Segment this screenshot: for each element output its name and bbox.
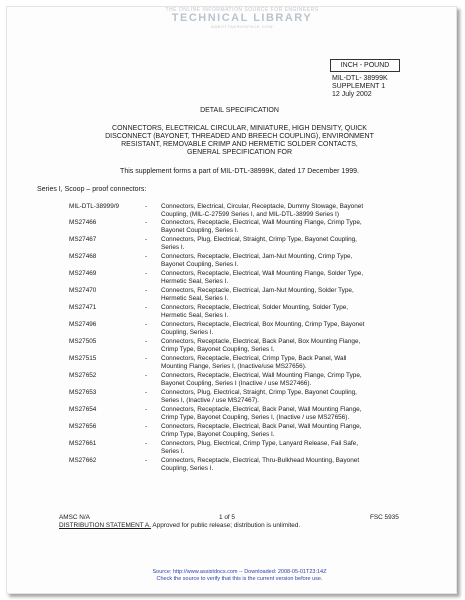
spec-number: MS27467: [69, 236, 97, 243]
list-item: [69, 287, 409, 305]
spec-description: [161, 423, 409, 439]
separator: -: [145, 355, 148, 362]
description-line: Connectors, Plug, Electrical, Crimp Type, Lanyard Release, Fail Safe,: [161, 440, 359, 447]
description-line: Connectors, Receptacle, Electrical, Wall Mounting Flange, Solder Type,: [161, 270, 364, 277]
spec-description: [161, 203, 409, 219]
spec-number: MS27654: [69, 406, 97, 413]
list-item: [69, 236, 409, 254]
spec-description: [161, 304, 409, 320]
spec-description: [161, 389, 409, 405]
spec-description: [161, 355, 409, 371]
spec-number: MS27466: [69, 219, 97, 226]
units-box: INCH - POUND: [330, 59, 400, 72]
spec-number: MS27662: [69, 457, 97, 464]
subject-line: DISCONNECT (BAYONET, THREADED AND BREECH COUPLING), ENVIRONMENT: [105, 133, 374, 140]
description-line: Coupling, Series I.: [161, 465, 214, 472]
spec-description: [161, 457, 409, 473]
separator: -: [145, 304, 148, 311]
spec-number: MS27505: [69, 338, 97, 345]
source-link[interactable]: Source: http://www.assistdocs.com -- Downloaded: 2008-05-01T23:14Z: [152, 569, 327, 575]
section-heading: Series I, Scoop – proof connectors:: [37, 186, 147, 193]
description-line: Connectors, Receptacle, Electrical, Jam-Nut Mounting, Crimp Type,: [161, 253, 353, 260]
watermark-tagline: THE ONLINE INFORMATION SOURCE FOR ENGINEERS: [165, 7, 319, 13]
separator: -: [145, 236, 148, 243]
spec-description: [161, 236, 409, 252]
description-line: Connectors, Plug, Electrical, Straight, Crimp Type, Bayonet Coupling,: [161, 389, 357, 396]
spec-description: [161, 372, 409, 388]
description-line: Connectors, Receptacle, Electrical, Solder Mounting, Solder Type,: [161, 304, 349, 311]
spec-description: [161, 321, 409, 337]
spec-number: MIL-DTL-38999/9: [69, 203, 120, 210]
list-item: [69, 321, 409, 339]
description-line: Crimp Type, Bayonet Coupling, Series I, (Inactive / use MS27656).: [161, 414, 350, 421]
spec-number: MS27469: [69, 270, 97, 277]
separator: -: [145, 423, 148, 430]
description-line: Bayonet Coupling, Series I.: [161, 227, 239, 234]
description-line: Hermetic Seal, Series I.: [161, 312, 229, 319]
list-item: [69, 423, 409, 441]
spec-description: [161, 440, 409, 456]
watermark-site: ABBOTTAEROSPACE.COM: [210, 24, 274, 29]
description-line: Coupling, (MIL-C-27599 Series I, and MIL-DTL-38999 Series I): [161, 211, 339, 218]
distribution-label: DISTRIBUTION STATEMENT A.: [59, 522, 151, 529]
technical-library-watermark: [157, 7, 327, 31]
subject-line: CONNECTORS, ELECTRICAL CIRCULAR, MINIATURE, HIGH DENSITY, QUICK: [112, 125, 367, 132]
distribution-text: Approved for public release; distribution is unlimited.: [152, 522, 301, 529]
description-line: Connectors, Electrical, Circular, Receptacle, Dummy Stowage, Bayonet: [161, 203, 364, 210]
spec-number: MS27468: [69, 253, 97, 260]
list-item: [69, 389, 409, 407]
description-line: Hermetic Seal, Series I.: [161, 295, 229, 302]
description-line: Connectors, Receptacle, Electrical, Jam-Nut Mounting, Solder Type,: [161, 287, 354, 294]
spec-number: MS27470: [69, 287, 97, 294]
list-item: [69, 338, 409, 356]
spec-description: [161, 219, 409, 235]
list-item: [69, 355, 409, 373]
list-item: [69, 372, 409, 390]
spec-number: MS27496: [69, 321, 97, 328]
spec-description: [161, 338, 409, 354]
list-item: [69, 253, 409, 271]
list-item: [69, 440, 409, 458]
description-line: Connectors, Receptacle, Electrical, Wall Mounting Flange, Crimp Type,: [161, 372, 362, 379]
spec-number: MS27653: [69, 389, 97, 396]
spec-number: MS27515: [69, 355, 97, 362]
description-line: Connectors, Receptacle, Electrical, Crimp Type, Back Panel, Wall: [161, 355, 347, 362]
description-line: Connectors, Receptacle, Electrical, Back Panel, Box Mounting Flange,: [161, 338, 361, 345]
spec-description: [161, 287, 409, 303]
subject-line: GENERAL SPECIFICATION FOR: [186, 149, 292, 156]
description-line: Series I.: [161, 448, 185, 455]
separator: -: [145, 203, 148, 210]
description-line: Connectors, Receptacle, Electrical, Thru-Bulkhead Mounting, Bayonet: [161, 457, 360, 464]
separator: -: [145, 253, 148, 260]
description-line: Connectors, Receptacle, Electrical, Wall Mounting Flange, Crimp Type,: [161, 219, 362, 226]
separator: -: [145, 338, 148, 345]
description-line: Bayonet Coupling, Series I (Inactive / use MS27466).: [161, 380, 312, 387]
supplement-label: SUPPLEMENT 1: [332, 83, 386, 90]
fsc-code: FSC 5935: [370, 514, 399, 521]
description-line: Series I.: [161, 244, 185, 251]
separator: -: [145, 219, 148, 226]
page-number: 1 of 5: [219, 514, 235, 521]
description-line: Series I, (Inactive / use MS27467).: [161, 397, 260, 404]
description-line: Crimp Type, Bayonet Coupling, Series I.: [161, 431, 275, 438]
doc-number: MIL-DTL- 38999K: [332, 75, 388, 82]
separator: -: [145, 389, 148, 396]
spec-description: [161, 406, 409, 422]
list-item: [69, 270, 409, 288]
separator: -: [145, 287, 148, 294]
separator: -: [145, 406, 148, 413]
description-line: Connectors, Receptacle, Electrical, Box Mounting, Crimp Type, Bayonet: [161, 321, 365, 328]
spec-number: MS27656: [69, 423, 97, 430]
amsc-label: AMSC N/A: [59, 514, 90, 521]
subject-line: RESISTANT, REMOVABLE CRIMP AND HERMETIC SOLDER CONTACTS,: [121, 141, 358, 148]
spec-number: MS27661: [69, 440, 97, 447]
list-item: [69, 457, 409, 475]
separator: -: [145, 457, 148, 464]
source-notice: Check the source to verify that this is the current version before use.: [156, 576, 323, 582]
description-line: Mounting Flange, Series I, (Inactive/use MS27656).: [161, 363, 307, 370]
spec-description: [161, 270, 409, 286]
description-line: Connectors, Receptacle, Electrical, Back Panel, Wall Mounting Flange,: [161, 423, 362, 430]
distribution-statement: [59, 522, 300, 530]
separator: -: [145, 270, 148, 277]
description-line: Bayonet Coupling, Series I.: [161, 261, 239, 268]
spec-number: MS27471: [69, 304, 97, 311]
description-line: Connectors, Plug, Electrical, Straight, Crimp Type, Bayonet Coupling,: [161, 236, 357, 243]
list-item: [69, 304, 409, 322]
doc-date: 12 July 2002: [332, 91, 372, 98]
separator: -: [145, 372, 148, 379]
intro-text: This supplement forms a part of MIL-DTL-38999K, dated 17 December 1999.: [120, 168, 359, 175]
separator: -: [145, 440, 148, 447]
list-item: [69, 406, 409, 424]
list-item: [69, 219, 409, 237]
description-line: Connectors, Receptacle, Electrical, Back Panel, Wall Mounting Flange,: [161, 406, 362, 413]
spec-description: [161, 253, 409, 269]
description-line: Crimp Type, Bayonet Coupling, Series I.: [161, 346, 275, 353]
document-page: [6, 6, 457, 594]
description-line: Coupling, Series I.: [161, 329, 214, 336]
spec-number: MS27652: [69, 372, 97, 379]
description-line: Hermetic Seal, Series I.: [161, 278, 229, 285]
watermark-title: TECHNICAL LIBRARY: [171, 12, 313, 24]
separator: -: [145, 321, 148, 328]
page-title: DETAIL SPECIFICATION: [200, 107, 279, 114]
